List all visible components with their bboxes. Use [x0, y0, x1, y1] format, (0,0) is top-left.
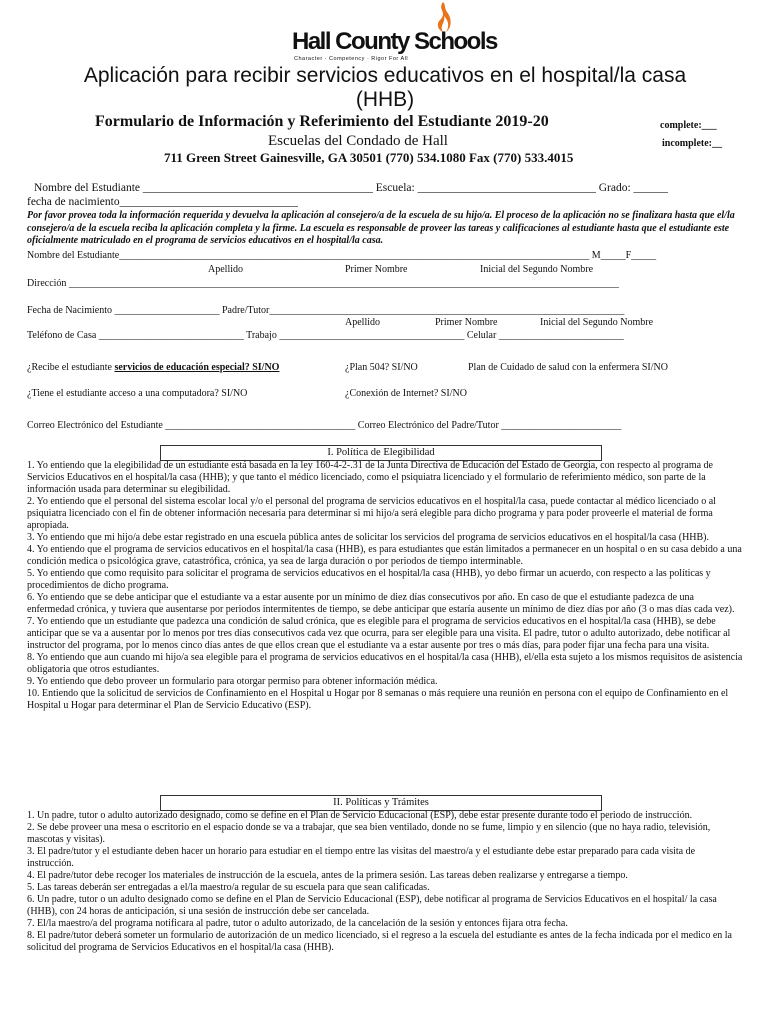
section-1-list	[27, 460, 743, 712]
policy-item: 1. Un padre, tutor o adulto autorizado designado, como se define en el Plan de Servicio Educacional (ESP), debe estar presente durante todo el periodo de instrucción.	[27, 810, 693, 821]
page-title-abbrev: (HHB)	[355, 88, 415, 111]
policy-item: 3. Yo entiendo que mi hijo/a debe estar registrado en una escuela pública antes de solicitar los servicios del programa de servicios educativos en el hospital/la casa (HHB).	[27, 532, 710, 543]
policy-item: 9. Yo entiendo que debo proveer un formulario para otorgar permiso para obtener información médica.	[27, 676, 438, 687]
computer-access-question[interactable]: ¿Tiene el estudiante acceso a una computadora? SI/NO	[27, 388, 248, 399]
special-ed-underlined: servicios de educación especial? SI/NO	[114, 362, 280, 373]
policy-item: 1. Yo entiendo que la elegibilidad de un estudiante está basada en la ley 160-4-2-.31 de la Junta Directiva de Educación del Estado de Georgia, con respecto al programa de Servicios Educativos en el hospital/la casa (HHB); y que tanto el médico licenciado, como el psiquiatra licenciado y el formulario de referimiento médico, son parte de la información usada para determinar su elegibilidad.	[27, 460, 713, 495]
health-plan-question[interactable]: Plan de Cuidado de salud con la enfermera SI/NO	[468, 362, 668, 373]
policy-item: 5. Yo entiendo que como requisito para solicitar el programa de servicios educativos en el hospital/la casa (HHB), yo debo firmar un acuerdo, con respecto a las políticas y procedimientos de dicho programa.	[27, 568, 711, 591]
section-2-list	[27, 810, 743, 954]
label-primer-nombre-2: Primer Nombre	[435, 317, 498, 328]
label-apellido-2: Apellido	[345, 317, 380, 328]
incomplete-checkbox: incomplete:__	[662, 138, 722, 149]
policy-item: 2. Se debe proveer una mesa o escritorio en el espacio donde se va a trabajar, que sea bien ventilado, donde no se fume, limpio y en silencio (que no haya radio, televisión, mascotas y visitas).	[27, 822, 711, 845]
form-subtitle: Formulario de Información y Referimiento del Estudiante 2019-20	[95, 113, 549, 130]
policy-item: 7. El/la maestro/a del programa notificara al padre, tutor o adulto autorizado, de la cancelación de la sesión y entonces fijara otra fecha.	[27, 918, 568, 929]
policy-item: 10. Entiendo que la solicitud de servicios de Confinamiento en el Hospital u Hogar por 8 semanas o más requiere una reunión en persona con el equipo de Confinamiento en el Hospital u Hogar para determinar el Plan de Servicio Educativo (ESP).	[27, 688, 729, 711]
label-primer-nombre: Primer Nombre	[345, 264, 408, 275]
district-name: Escuelas del Condado de Hall	[268, 133, 448, 149]
section-1-heading: I. Política de Elegibilidad	[160, 445, 602, 461]
instructions-note: Por favor provea toda la información requerida y devuelva la aplicación al consejero/a de la escuela de su hijo/a. El proceso de la aplicación no se finalizara hasta que el/la consejero/a de la escuela reciba la aplicación completa y la firme. La escuela es responsable de proveer las tareas y calificaciones al estudiante hasta que el estudiante este oficialmente matriculado en el programa de servicios educativos en el hospital/la casa.	[27, 210, 735, 246]
birthdate-field[interactable]: fecha de nacimiento_______________________________	[27, 196, 298, 208]
district-logo	[292, 2, 497, 64]
policy-item: 7. Yo entiendo que un estudiante que padezca una condición de salud crónica, que es elegible para el programa de servicios educativos en el hospital/la casa (HHB), se debe anticipar que se va a ausentar por lo menos por tres días consecutivos cada vez que ocurra, para ser elegible para una visita. El padre, tutor o adulto autorizado, debe notificar al instructor del programa, por lo menos cinco días antes de que ellos crean que el estudiante va a estar ausente por tres o más días, para poder fijar una fecha para una visita.	[27, 616, 731, 651]
logo-name: Hall County Schools	[292, 28, 497, 55]
logo-tagline: Character · Competency · Rigor For All	[294, 56, 409, 62]
policy-item: 6. Un padre, tutor o un adulto designado como se define en el Plan de Servicio Educacional (ESP), debe notificar al programa de Servicios Educativos en el hospital/ la casa (HHB), con 24 horas de anticipación, si una sesión de instrucción debe ser cancelada.	[27, 894, 717, 917]
policy-item: 8. El padre/tutor deberá someter un formulario de autorización de un medico licenciado, si el regreso a la escuela del estudiante es antes de la fecha indicada por el medico en la solicitud del programa de Servicios Educativos en el hospital/la casa (HHB).	[27, 930, 732, 953]
phone-fields[interactable]: Teléfono de Casa _____________________________ Trabajo _____________________________________ Celular _________________________	[27, 330, 624, 341]
address-field[interactable]: Dirección ______________________________________________________________________________________________________________	[27, 278, 619, 289]
internet-question[interactable]: ¿Conexión de Internet? SI/NO	[345, 388, 467, 399]
policy-item: 8. Yo entiendo que aun cuando mi hijo/a sea elegible para el programa de servicios educativos en el hospital/la casa (HHB), el/ella esta sujeto a los mismos requisitos de asistencia obligatoria que otros estudiantes.	[27, 652, 743, 675]
policy-item: 4. Yo entiendo que el programa de servicios educativos en el hospital/la casa (HHB), es para estudiantes que están limitados a permanecer en un hospital o en su casa debido a una condición medica o psicológica grave, catastrófica, crónica, ya sea de larga duración o por periodos de tiempo interminable.	[27, 544, 742, 567]
plan-504-question[interactable]: ¿Plan 504? SI/NO	[345, 362, 418, 373]
special-ed-question[interactable]	[27, 362, 279, 373]
label-apellido: Apellido	[208, 264, 243, 275]
page-title: Aplicación para recibir servicios educativos en el hospital/la casa	[83, 64, 687, 87]
policy-item: 3. El padre/tutor y el estudiante deben hacer un horario para estudiar en el tiempo entre las visitas del maestro/a y el estudiante debe estar preparado para cada visita de instrucción.	[27, 846, 696, 869]
special-ed-prefix: ¿Recibe el estudiante	[27, 362, 115, 373]
email-fields[interactable]: Correo Electrónico del Estudiante ______________________________________ Correo Electrónico del Padre/Tutor ________________________	[27, 420, 622, 431]
birthdate-parent-field[interactable]: Fecha de Nacimiento _____________________ Padre/Tutor_______________________________________________________________________	[27, 305, 625, 316]
policy-item: 2. Yo entiendo que el personal del sistema escolar local y/o el personal del programa de servicios educativos en el hospital/la casa, puede contactar al médico licenciado o al psiquiatra licenciado con el fin de obtener información necesaria para determinar si mi hijo/a será elegible para dicho programa y para poder proveerle el material de forma apropiada.	[27, 496, 716, 531]
district-address: 711 Green Street Gainesville, GA 30501 (770) 534.1080 Fax (770) 533.4015	[164, 150, 574, 165]
label-inicial: Inicial del Segundo Nombre	[480, 264, 594, 275]
policy-item: 6. Yo entiendo que se debe anticipar que el estudiante va a estar ausente por un mínimo de diez días consecutivos por año. En caso de que el estudiante padezca de una enfermedad crónica, y tuviera que ausentarse por periodos intermitentes de tiempo, se debe anticipar que estaría ausente un mínimo de diez días por año (3 o mas días cada vez).	[27, 592, 735, 615]
complete-checkbox: complete:___	[660, 120, 717, 131]
section-2-heading: II. Políticas y Trámites	[160, 795, 602, 811]
policy-item: 5. Las tareas deberán ser entregadas a el/la maestro/a regular de su escuela para que sean calificadas.	[27, 882, 430, 893]
policy-item: 4. El padre/tutor debe recoger los materiales de instrucción de la escuela, antes de la primera sesión. Las tareas deben realizarse y entregarse a tiempo.	[27, 870, 628, 881]
student-school-grade-field[interactable]: Nombre del Estudiante ________________________________________ Escuela: _______________________________ Grado: ______	[34, 182, 669, 194]
student-name-field[interactable]: Nombre del Estudiante______________________________________________________________________________________________ M_____F_____	[27, 250, 657, 261]
label-inicial-2: Inicial del Segundo Nombre	[540, 317, 654, 328]
